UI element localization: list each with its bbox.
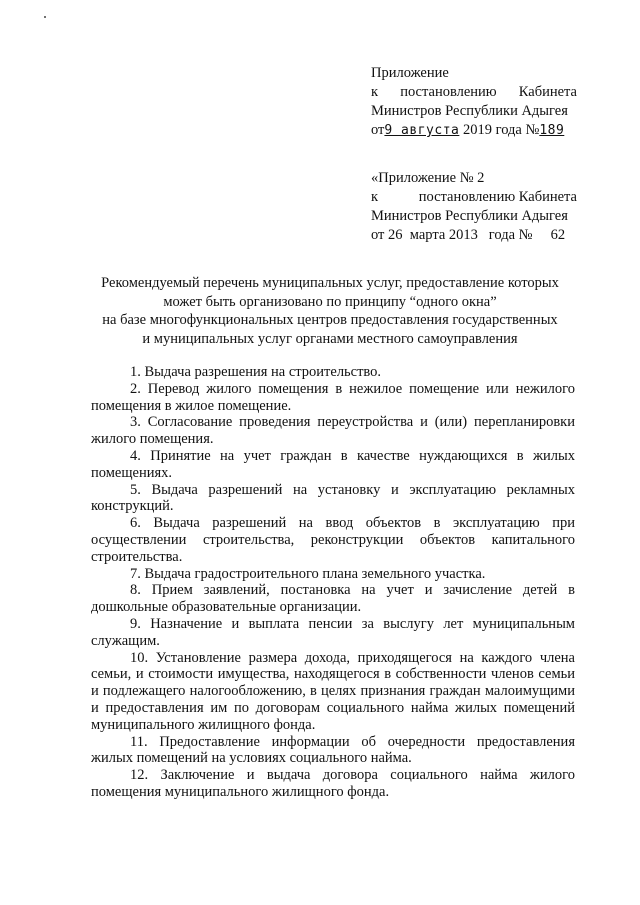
original-appendix-reference: к постановлению Кабинета	[371, 189, 577, 205]
list-item: 1. Выдача разрешения на строительство.	[130, 364, 382, 380]
list-item: 10. Установление размера дохода, приходящегося на каждого члена семьи, и стоимости имущества, находящегося в собственности членов семьи и подлежащего налогообложению, в целях признания граждан малоимущими и предоставления им по договорам социального найма жилых помещений муниципального жилищного фонда.	[91, 649, 575, 733]
list-item: 3. Согласование проведения переустройства и (или) перепланировки жилого помещения.	[91, 414, 575, 448]
list-item: 2. Перевод жилого помещения в нежилое помещение или нежилого помещения в жилое помещение.	[91, 380, 575, 414]
original-appendix-authority: Министров Республики Адыгея	[371, 208, 568, 224]
list-item: 5. Выдача разрешений на установку и эксплуатацию рекламных конструкций.	[91, 481, 575, 515]
appendix-header-current	[371, 64, 577, 140]
list-item: 6. Выдача разрешений на ввод объектов в эксплуатацию при осуществлении строительства, реконструкции объектов капитального строительства.	[91, 515, 575, 565]
appendix-authority: Министров Республики Адыгея	[371, 103, 568, 119]
original-appendix-title: «Приложение № 2	[371, 170, 485, 186]
list-item: 4. Принятие на учет граждан в качестве нуждающихся в жилых помещениях.	[91, 447, 575, 481]
appendix-reference: к постановлению Кабинета	[371, 84, 577, 100]
scan-speck	[44, 16, 46, 18]
handwritten-date: 9 августа	[384, 123, 460, 138]
services-list	[91, 364, 575, 801]
handwritten-number: 189	[539, 123, 565, 138]
list-item: 7. Выдача градостроительного плана земельного участка.	[130, 565, 486, 582]
list-item: 8. Прием заявлений, постановка на учет и зачисление детей в дошкольные образовательные организации.	[91, 582, 575, 616]
original-appendix-date-line: от 26 марта 2013 года № 62	[371, 227, 566, 243]
list-item: 12. Заключение и выдача договора социального найма жилого помещения муниципального жилищного фонда.	[91, 767, 575, 800]
document-title: Рекомендуемый перечень муниципальных услуг, предоставление которых может быть организовано по принципу “одного окна” на базе многофункциональных центров предоставления государственных и муниципальных услуг органами местного самоуправления	[101, 275, 559, 347]
list-item: 9. Назначение и выплата пенсии за выслугу лет муниципальным служащим.	[91, 615, 575, 649]
appendix-date-line: от 9 августа 2019 года № 189	[371, 122, 565, 138]
list-item: 11. Предоставление информации об очередности предоставления жилых помещений на условиях социального найма.	[91, 733, 575, 767]
appendix-header-original	[371, 169, 577, 245]
appendix-title: Приложение	[371, 65, 449, 81]
